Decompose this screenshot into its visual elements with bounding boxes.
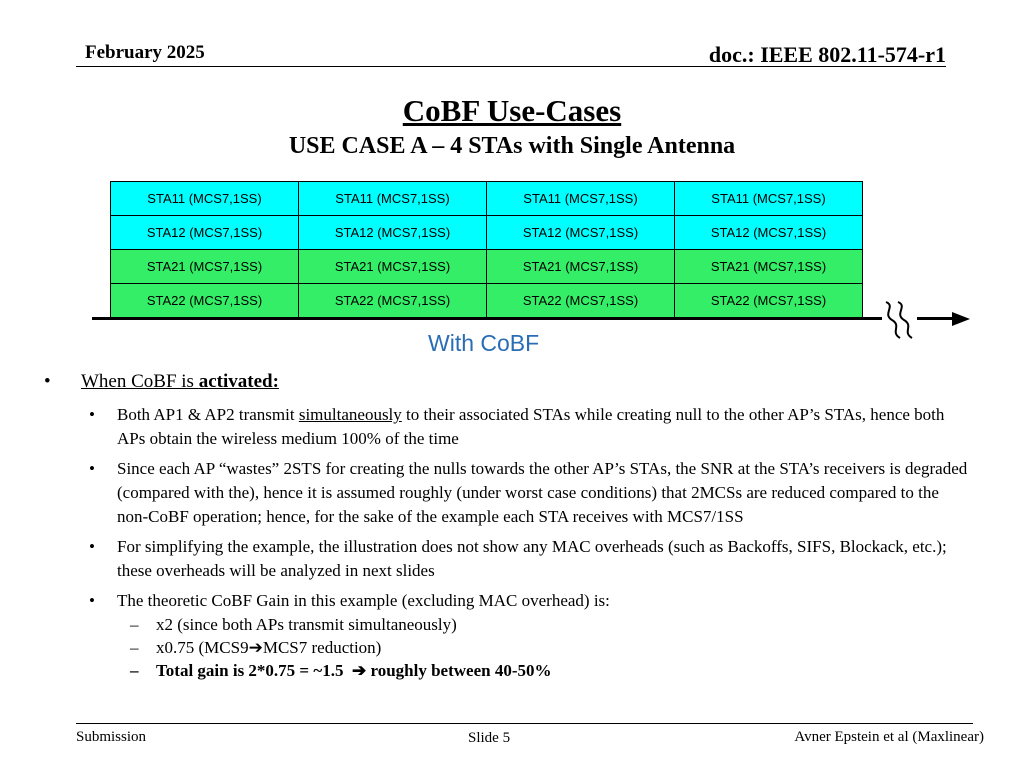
grid-cell: STA22 (MCS7,1SS) <box>299 284 487 318</box>
arrowhead-icon <box>952 312 970 326</box>
bullet-text: Since each AP “wastes” 2STS for creating the nulls towards the other AP’s STAs, the SNR at the STA’s receivers is degraded (compared with the), hence it is assumed roughly (under worst case conditions) that 2MCSs are reduced compared to the non-CoBF operation; hence, for the sake of the example each STA receives with MCS7/1SS <box>117 459 968 526</box>
grid-cell: STA21 (MCS7,1SS) <box>487 250 675 284</box>
bullet-snr <box>44 457 974 529</box>
grid-cell: STA22 (MCS7,1SS) <box>487 284 675 318</box>
arrow-right-icon: ➔ <box>248 638 263 657</box>
bullet-text: Both AP1 & AP2 transmit <box>117 405 299 424</box>
dash-icon: – <box>130 661 139 680</box>
bullet-overheads <box>44 535 974 583</box>
bullet-main <box>44 371 974 393</box>
bullet-main-text <box>81 371 279 392</box>
grid-row-sta22 <box>111 284 863 318</box>
header-divider <box>76 66 946 67</box>
sub-bullet-total <box>44 659 974 682</box>
bullet-main-prefix: When CoBF is <box>81 371 199 392</box>
grid-cell: STA21 (MCS7,1SS) <box>675 250 863 284</box>
bullet-icon: • <box>89 537 95 556</box>
bullet-icon: • <box>44 371 51 392</box>
slide-subtitle: USE CASE A – 4 STAs with Single Antenna <box>288 133 736 159</box>
arrow-right-icon: ➔ <box>351 661 367 680</box>
time-axis <box>92 317 882 320</box>
grid-cell: STA11 (MCS7,1SS) <box>487 182 675 216</box>
sub-bullet-text: roughly between 40-50% <box>366 661 552 680</box>
bullet-icon: • <box>89 591 95 610</box>
sub-bullet-x2 <box>44 613 974 636</box>
diagram-caption: With CoBF <box>428 330 540 356</box>
footer-slide-number: Slide 5 <box>468 730 511 746</box>
footer-authors: Avner Epstein et al (Maxlinear) <box>794 729 984 745</box>
header-doc-id: doc.: IEEE 802.11-574-r1 <box>708 42 946 67</box>
sta-transmission-grid <box>110 181 863 318</box>
footer-submission: Submission <box>76 729 147 745</box>
bullet-underlined: simultaneously <box>298 405 402 424</box>
grid-row-sta21 <box>111 250 863 284</box>
grid-cell: STA12 (MCS7,1SS) <box>111 216 299 250</box>
sub-bullet-x075 <box>44 636 974 659</box>
sub-bullet-text: x2 (since both APs transmit simultaneously) <box>156 615 457 634</box>
grid-cell: STA22 (MCS7,1SS) <box>111 284 299 318</box>
bullet-icon: • <box>89 405 95 424</box>
time-axis-arrow <box>917 317 955 320</box>
header-date: February 2025 <box>85 42 205 63</box>
bullet-text: to their associated STAs while creating null to the other AP’s STAs, hence both APs obtain the wireless medium 100% of the time <box>117 405 945 448</box>
sub-bullet-text: x0.75 (MCS9 <box>156 638 249 657</box>
grid-cell: STA11 (MCS7,1SS) <box>111 182 299 216</box>
footer-divider <box>76 723 973 724</box>
bullet-text: The theoretic CoBF Gain in this example (excluding MAC overhead) is: <box>117 591 610 610</box>
grid-cell: STA21 (MCS7,1SS) <box>299 250 487 284</box>
dash-icon: – <box>130 615 139 634</box>
bullet-main-bold: activated: <box>198 371 279 392</box>
grid-cell: STA21 (MCS7,1SS) <box>111 250 299 284</box>
bullet-text: For simplifying the example, the illustration does not show any MAC overheads (such as Backoffs, SIFS, Blockack, etc.); these overheads will be analyzed in next slides <box>117 537 947 580</box>
bullet-icon: • <box>89 459 95 478</box>
sub-bullet-text: Total gain is 2*0.75 = ~1.5 <box>156 661 352 680</box>
grid-cell: STA12 (MCS7,1SS) <box>675 216 863 250</box>
bullet-list <box>44 371 974 682</box>
bullet-simultaneous <box>44 403 974 451</box>
axis-break-icon <box>880 298 920 342</box>
dash-icon: – <box>130 638 139 657</box>
bullet-gain <box>44 589 974 613</box>
grid-row-sta12 <box>111 216 863 250</box>
grid-cell: STA11 (MCS7,1SS) <box>299 182 487 216</box>
grid-cell: STA22 (MCS7,1SS) <box>675 284 863 318</box>
grid-cell: STA11 (MCS7,1SS) <box>675 182 863 216</box>
grid-cell: STA12 (MCS7,1SS) <box>299 216 487 250</box>
grid-cell: STA12 (MCS7,1SS) <box>487 216 675 250</box>
slide-title: CoBF Use-Cases <box>402 93 622 128</box>
grid-row-sta11 <box>111 182 863 216</box>
sub-bullet-text: MCS7 reduction) <box>262 638 382 657</box>
